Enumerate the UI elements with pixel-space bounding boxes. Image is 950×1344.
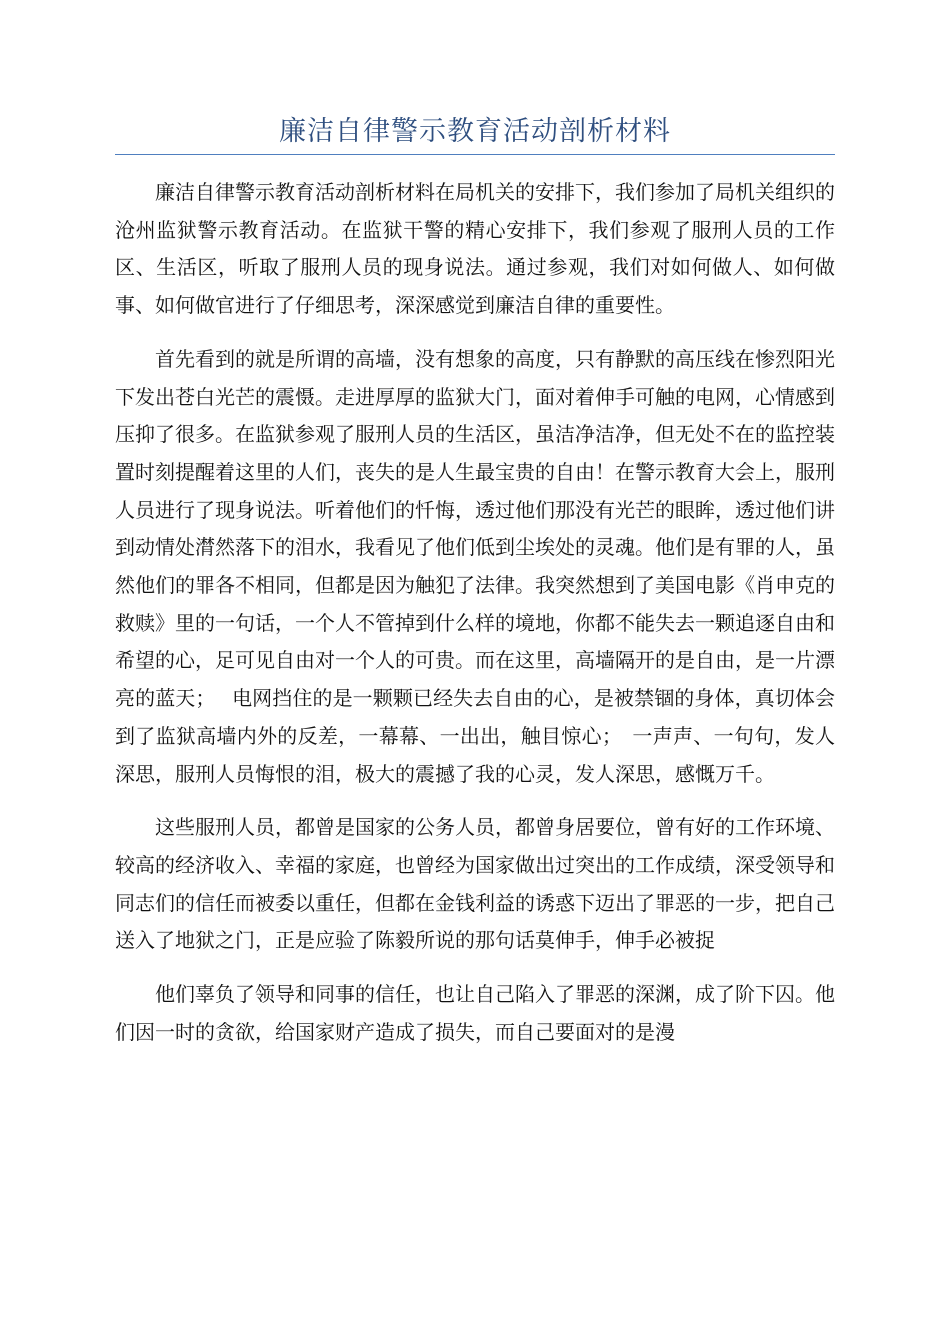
document-body	[115, 174, 835, 1067]
paragraph-2: 首先看到的就是所谓的高墙，没有想象的高度，只有静默的高压线在惨烈阳光下发出苍白光芒的震慑。走进厚厚的监狱大门，面对着伸手可触的电网，心情感到压抑了很多。在监狱参观了服刑人员的生活区，虽洁净洁净，但无处不在的监控装置时刻提醒着这里的人们，丧失的是人生最宝贵的自由！在警示教育大会上，服刑人员进行了现身说法。听着他们的忏悔，透过他们那没有光芒的眼眸，透过他们讲到动情处潸然落下的泪水，我看见了他们低到尘埃处的灵魂。他们是有罪的人，虽然他们的罪各不相同，但都是因为触犯了法律。我突然想到了美国电影《肖申克的救赎》里的一句话，一个人不管掉到什么样的境地，你都不能失去一颗追逐自由和希望的心，足可见自由对一个人的可贵。而在这里，高墙隔开的是自由，是一片漂亮的蓝天； 电网挡住的是一颗颗已经失去自由的心，是被禁锢的身体，真切体会到了监狱高墙内外的反差，一幕幕、一出出，触目惊心； 一声声、一句句，发人深思，服刑人员悔恨的泪，极大的震撼了我的心灵，发人深思，感慨万千。	[115, 346, 835, 786]
title-underline	[115, 154, 835, 155]
document-title: 廉洁自律警示教育活动剖析材料	[279, 116, 671, 147]
paragraph-3: 这些服刑人员，都曾是国家的公务人员，都曾身居要位，曾有好的工作环境、较高的经济收入、幸福的家庭，也曾经为国家做出过突出的工作成绩，深受领导和同志们的信任而被委以重任，但都在金钱利益的诱惑下迈出了罪恶的一步，把自己送入了地狱之门，正是应验了陈毅所说的那句话莫伸手，伸手必被捉	[115, 815, 835, 953]
paragraph-1: 廉洁自律警示教育活动剖析材料在局机关的安排下，我们参加了局机关组织的沧州监狱警示教育活动。在监狱干警的精心安排下，我们参观了服刑人员的工作区、生活区，听取了服刑人员的现身说法。通过参观，我们对如何做人、如何做事、如何做官进行了仔细思考，深深感觉到廉洁自律的重要性。	[115, 180, 835, 318]
paragraph-4: 他们辜负了领导和同事的信任，也让自己陷入了罪恶的深渊，成了阶下囚。他们因一时的贪欲，给国家财产造成了损失，而自己要面对的是漫	[115, 982, 835, 1044]
